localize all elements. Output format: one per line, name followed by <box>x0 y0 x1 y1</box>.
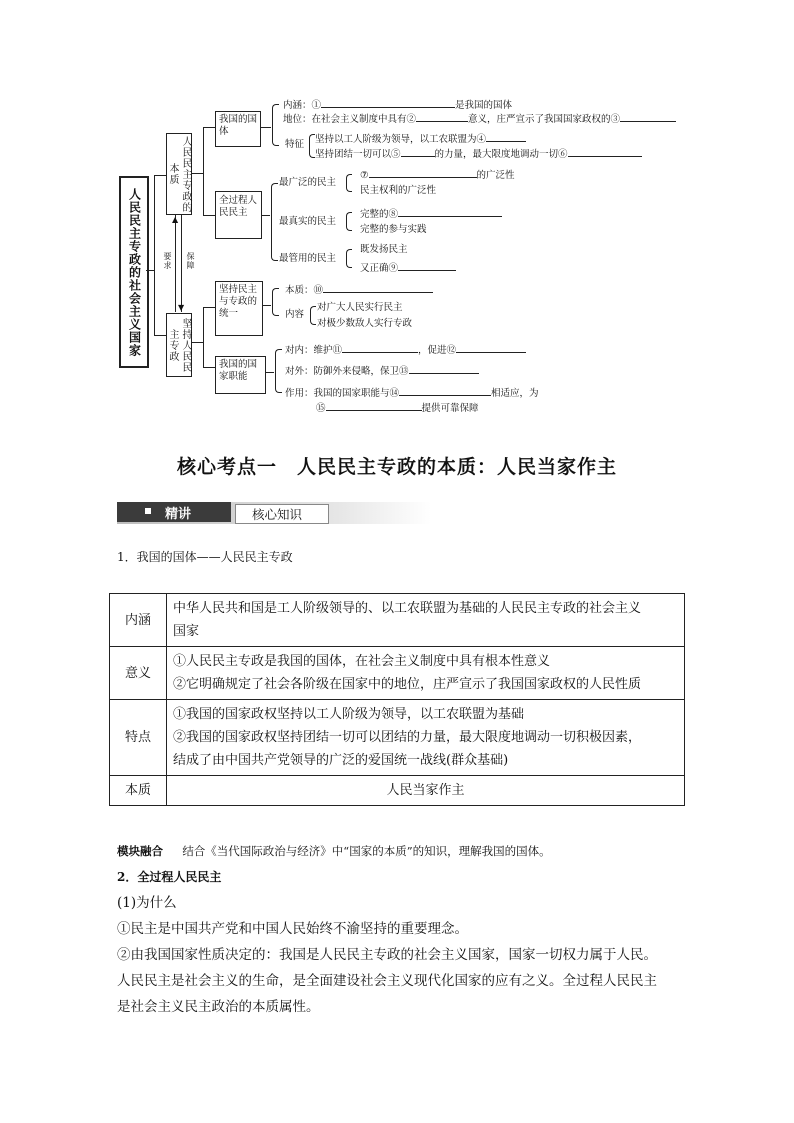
tongyi-neirong: 内容 <box>285 309 305 320</box>
link-left-label: 要求 <box>163 252 172 270</box>
zhineng-zuoyong: 作用：我国的国家职能与⑭ <box>285 388 400 399</box>
table-head: 内涵 <box>110 594 167 647</box>
link-right-label: 保障 <box>186 252 195 270</box>
zhineng-duinei: 对内：维护⑪ <box>285 345 343 356</box>
table-row <box>110 594 685 647</box>
table-row <box>110 776 685 806</box>
zhineng-duiwai: 对外：防御外来侵略，保卫⑬ <box>285 366 409 377</box>
zuiguangfan: 最广泛的民主 <box>279 177 337 188</box>
quanguocheng-box <box>215 191 262 239</box>
tongyi-box <box>215 281 263 336</box>
heading-2: 2．全过程人民民主 <box>117 870 222 884</box>
paragraph: ①民主是中国共产党和中国人民始终不渝坚持的重要理念。 <box>117 921 468 937</box>
guoti-label: 我国的国体 <box>219 114 258 137</box>
table-head: 意义 <box>110 647 167 700</box>
tag-left: 精讲 <box>165 507 192 522</box>
table-cell: 中华人民共和国是工人阶级领导的、以工农联盟为基础的人民民主专政的社会主义 国家 <box>167 594 685 647</box>
module-note-text: 结合《当代国际政治与经济》中“国家的本质”的知识，理解我国的国体。 <box>182 844 551 858</box>
paragraph: 是社会主义民主政治的本质属性。 <box>117 999 320 1015</box>
guoti-box <box>215 111 261 147</box>
table-cell: ①我国的国家政权坚持以工人阶级为领导，以工农联盟为基础 ②我国的国家政权坚持团结一切可以团结的力量，最大限度地调动一切积极因素， 结成了由中国共产党领导的广泛的爱国统一战线(群众基础) <box>167 700 685 776</box>
guoti-tezheng: 特征 <box>285 139 305 150</box>
adhere-label: 坚持人民民主专政 <box>167 317 191 373</box>
adhere-box <box>166 313 192 377</box>
paragraph: ②由我国国家性质决定的：我国是人民民主专政的社会主义国家，国家一切权力属于人民。 <box>117 947 657 963</box>
heading-2-sub: (1)为什么 <box>117 895 177 911</box>
heading-1: 1．我国的国体——人民民主专政 <box>117 550 293 564</box>
essence-box <box>166 133 192 215</box>
essence-label: 人民民主专政的本质 <box>167 135 191 213</box>
zuizhenshi: 最真实的民主 <box>279 216 337 227</box>
table-head: 本质 <box>110 776 167 806</box>
section-tag <box>117 502 431 524</box>
table-head: 特点 <box>110 700 167 776</box>
guoti-diwei: 地位：在社会主义制度中具有② <box>283 114 417 125</box>
paragraph: 人民民主是社会主义的生命，是全面建设社会主义现代化国家的应有之义。全过程人民民主 <box>117 973 657 989</box>
section-title: 核心考点一 人民民主专政的本质：人民当家作主 <box>176 456 617 478</box>
tag-right: 核心知识 <box>252 507 303 522</box>
quanguocheng-label: 全过程人民民主 <box>219 195 258 218</box>
zhineng-label: 我国的国家职能 <box>219 359 258 382</box>
tezheng-1: 坚持以工人阶级为领导，以工农联盟为④ <box>315 134 487 145</box>
table-cell: ①人民民主专政是我国的国体，在社会主义制度中具有根本性意义 ②它明确规定了社会各阶级在国家中的地位，庄严宣示了我国国家政权的人民性质 <box>167 647 685 700</box>
table-row <box>110 647 685 700</box>
table-row <box>110 700 685 776</box>
mindmap-root <box>119 176 149 368</box>
zuiguanyong: 最管用的民主 <box>279 253 337 264</box>
guoti-neihan: 内涵：① <box>283 100 322 111</box>
zhineng-box <box>215 356 266 394</box>
module-note <box>117 841 551 861</box>
guoti-table <box>109 593 685 806</box>
module-note-label: 模块融合 <box>117 844 163 858</box>
tongyi-label: 坚持民主与专政的统一 <box>219 284 258 319</box>
root-label: 人民民主专政的社会主义国家 <box>127 187 142 357</box>
tongyi-benzhi: 本质：⑩ <box>285 285 324 296</box>
tezheng-2: 坚持团结一切可以⑤ <box>315 149 401 160</box>
table-cell: 人民当家作主 <box>167 776 685 806</box>
